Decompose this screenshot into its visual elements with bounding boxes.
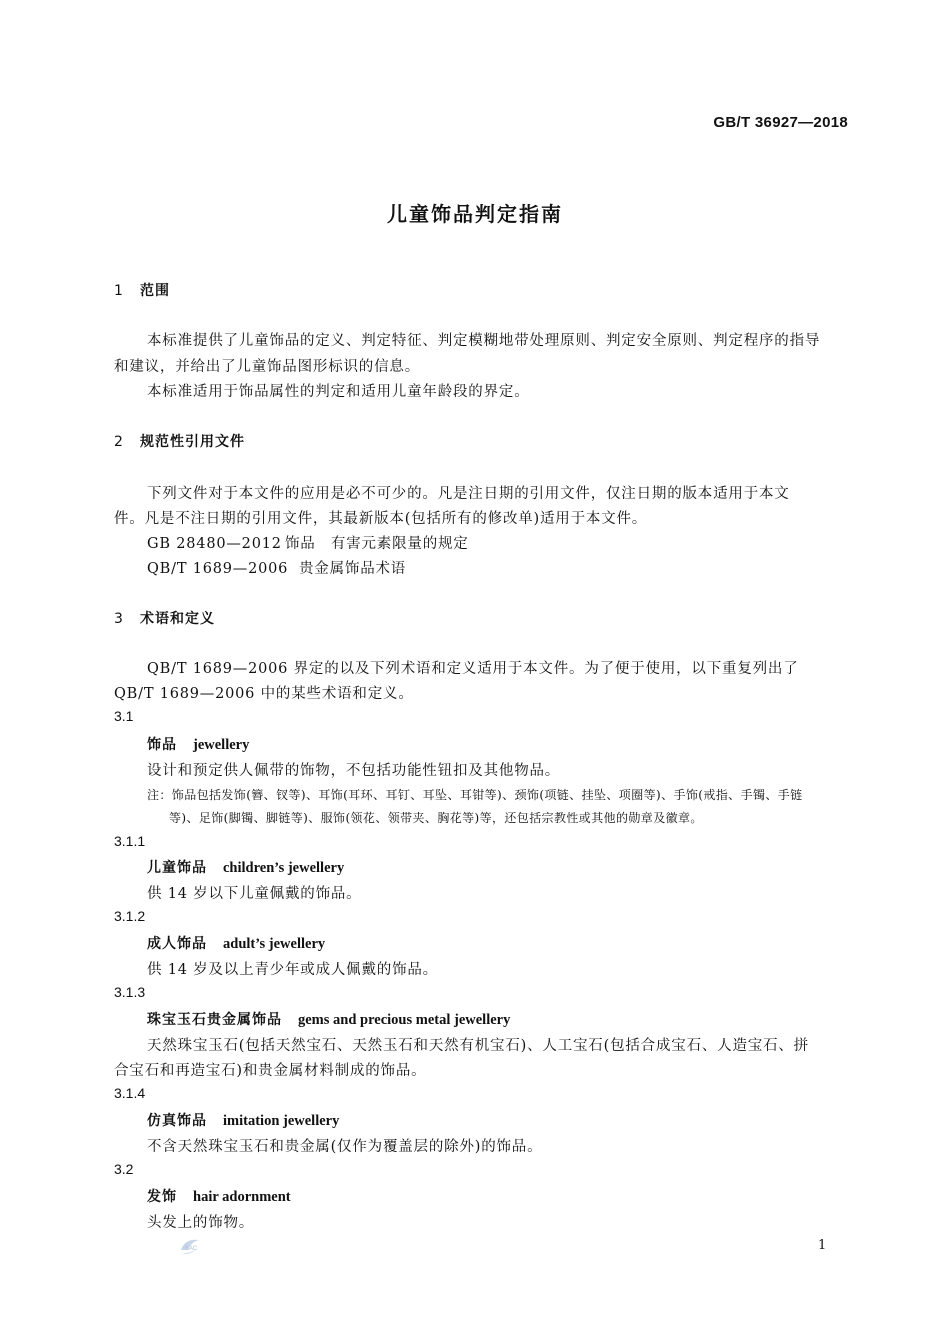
term-definition: 不含天然珠宝玉石和贵金属(仅作为覆盖层的除外)的饰品。 [147,1139,543,1155]
reference-code: QB/T 1689—2006 [147,561,289,577]
note-line: 注：饰品包括发饰(簪、钗等)、耳饰(耳环、耳钉、耳坠、耳钳等)、颈饰(项链、挂坠、项圈等)、手饰(戒指、手镯、手链 [147,788,803,802]
term-en: imitation jewellery [223,1113,340,1129]
page-number: 1 [818,1238,827,1253]
section-number: 3 [114,611,124,627]
clause-number: 3.1.3 [114,984,146,1000]
term-en: hair adornment [193,1189,291,1205]
section-number: 1 [114,283,124,299]
paragraph-line: 本标准适用于饰品属性的判定和适用儿童年龄段的界定。 [147,384,530,400]
page-title: 儿童饰品判定指南 [387,202,563,226]
section-heading-1 [114,280,170,300]
term-heading [147,933,325,953]
term-en: gems and precious metal jewellery [298,1012,511,1028]
paragraph-line: 本标准提供了儿童饰品的定义、判定特征、判定模糊地带处理原则、判定安全原则、判定程序的指导 [147,333,821,349]
term-zh: 珠宝玉石贵金属饰品 [147,1012,282,1028]
term-en: children’s jewellery [223,860,345,876]
term-en: jewellery [193,737,250,753]
section-title: 范围 [140,283,170,299]
clause-number: 3.1.4 [114,1085,146,1101]
reference-item [147,532,469,553]
term-zh: 儿童饰品 [147,860,207,876]
clause-number: 3.2 [114,1161,134,1177]
term-definition: 合宝石和再造宝石)和贵金属材料制成的饰品。 [114,1063,427,1079]
section-number: 2 [114,434,124,450]
term-heading [147,857,344,877]
term-en: adult’s jewellery [223,936,326,952]
reference-title: 饰品 有害元素限量的规定 [285,536,469,552]
term-definition: 天然珠宝玉石(包括天然宝石、天然玉石和天然有机宝石)、人工宝石(包括合成宝石、人造宝石、拼 [147,1038,809,1054]
note-line: 等)、足饰(脚镯、脚链等)、服饰(领花、领带夹、胸花等)等，还包括宗教性或其他的勋章及徽章。 [169,811,703,825]
reference-item [147,557,406,578]
term-heading [147,734,249,754]
term-definition: 设计和预定供人佩带的饰物，不包括功能性钮扣及其他物品。 [147,763,561,779]
section-heading-2 [114,431,245,451]
doc-code: GB/T 36927—2018 [713,114,848,131]
paragraph-line: 下列文件对于本文件的应用是必不可少的。凡是注日期的引用文件，仅注日期的版本适用于本文 [147,486,790,502]
section-title: 术语和定义 [140,611,215,627]
term-heading [147,1186,291,1206]
section-heading-3 [114,608,215,628]
paragraph-line: QB/T 1689—2006 中的某些术语和定义。 [114,686,414,702]
term-zh: 发饰 [147,1189,177,1205]
clause-number: 3.1.2 [114,908,146,924]
paragraph-line: 件。凡是不注日期的引用文件，其最新版本(包括所有的修改单)适用于本文件。 [114,511,648,527]
term-definition: 供 14 岁及以上青少年或成人佩戴的饰品。 [147,962,438,978]
section-title: 规范性引用文件 [140,434,245,450]
term-definition: 供 14 岁以下儿童佩戴的饰品。 [147,886,362,902]
term-heading [147,1110,339,1130]
clause-number: 3.1.1 [114,833,146,849]
reference-title: 贵金属饰品术语 [299,561,407,577]
term-heading [147,1009,510,1029]
sac-logo-icon [179,1236,203,1256]
term-zh: 饰品 [147,737,177,753]
paragraph-line: 和建议，并给出了儿童饰品图形标识的信息。 [114,359,420,375]
logo-text: SAC [184,1246,198,1252]
clause-number: 3.1 [114,708,134,724]
paragraph-line: QB/T 1689—2006 界定的以及下列术语和定义适用于本文件。为了便于使用，以下重复列出了 [147,661,799,677]
term-definition: 头发上的饰物。 [147,1215,255,1231]
term-zh: 仿真饰品 [147,1113,207,1129]
reference-code: GB 28480—2012 [147,536,282,552]
term-zh: 成人饰品 [147,936,207,952]
